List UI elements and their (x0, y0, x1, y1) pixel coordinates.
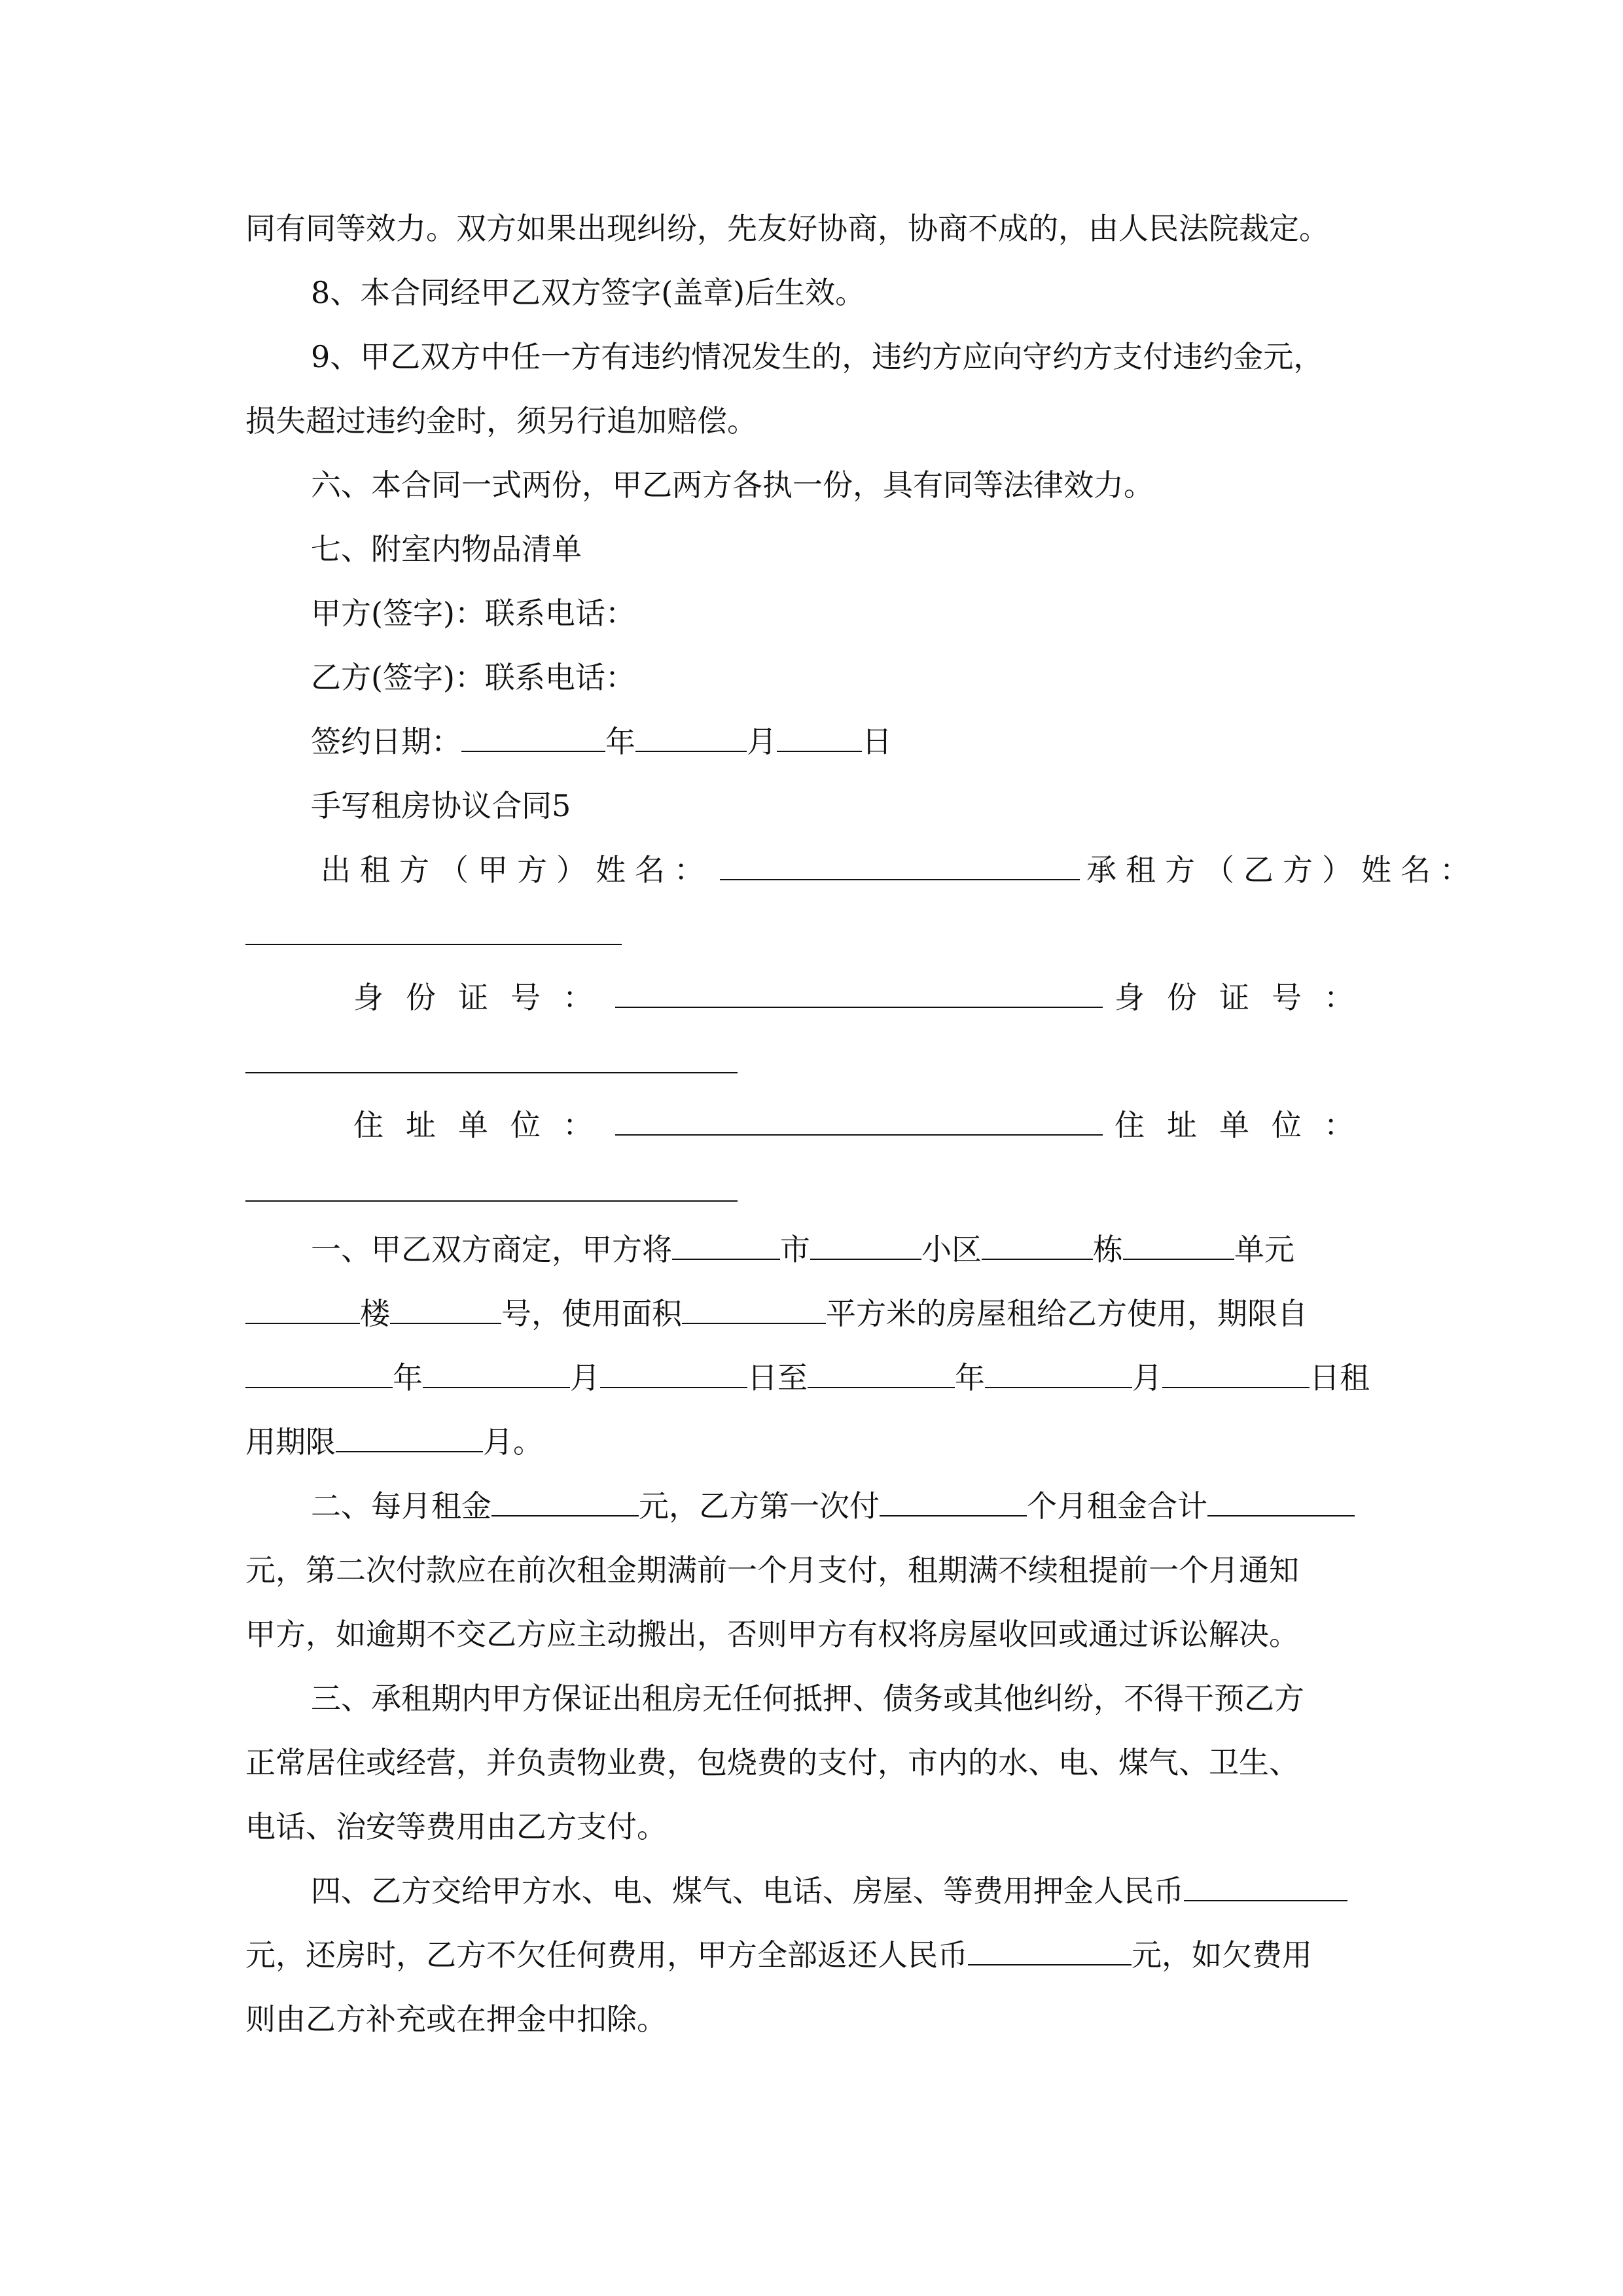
id-line (353, 965, 1376, 1030)
id-label: 身份证号： (353, 980, 615, 1015)
clause-text: 一、甲乙双方商定，甲方将 (311, 1232, 672, 1267)
blank-field (491, 1481, 639, 1516)
clause-3-line: 三、承租期内甲方保证出租房无任何抵押、债务或其他纠纷，不得干预乙方 (311, 1681, 1304, 1716)
day-label: 日 (862, 724, 892, 759)
blank-field (1184, 1866, 1347, 1901)
id-label: 身份证号： (1115, 980, 1376, 1015)
clause-3-line: 正常居住或经营，并负责物业费，包烧费的支付，市内的水、电、煤气、卫生、 (245, 1745, 1299, 1780)
clause-text: 年 (393, 1360, 423, 1395)
blank-field (985, 1353, 1132, 1388)
signature-line-party-b: 乙方(签字)：联系电话： (311, 660, 635, 695)
clause-text: 二、每月租金 (311, 1488, 491, 1524)
blank-field (615, 973, 1103, 1008)
blank-field (245, 1289, 360, 1324)
blank-field (245, 1200, 738, 1202)
clause-4-line: 则由乙方补充或在押金中扣除。 (245, 2001, 667, 2037)
clause-3-line: 电话、治安等费用由乙方支付。 (245, 1809, 667, 1844)
clause-text: 单元 (1234, 1232, 1294, 1267)
clause-1-line (245, 1410, 543, 1474)
text-line: 七、附室内物品清单 (311, 531, 582, 567)
blank-field (600, 1353, 747, 1388)
blank-field (1207, 1481, 1355, 1516)
clause-text: 号，使用面积 (501, 1296, 682, 1331)
clause-text: 年 (955, 1360, 985, 1395)
clause-text: 栋 (1093, 1232, 1123, 1267)
address-line (353, 1093, 1376, 1157)
blank-field (461, 717, 605, 752)
text-line: 六、本合同一式两份，甲乙两方各执一份，具有同等法律效力。 (311, 467, 1154, 503)
blank-field (672, 1225, 780, 1260)
blank-field (245, 944, 622, 945)
clause-1-line (245, 1282, 1308, 1346)
clause-1-line (311, 1217, 1294, 1282)
text-line: 损失超过违约金时，须另行追加赔偿。 (245, 403, 757, 439)
clause-text: 月 (1132, 1360, 1162, 1395)
clause-text: 个月租金合计 (1027, 1488, 1207, 1524)
year-label: 年 (605, 724, 635, 759)
blank-field (1162, 1353, 1310, 1388)
clause-text: 小区 (921, 1232, 982, 1267)
clause-text: 元，乙方第一次付 (639, 1488, 880, 1524)
address-label: 住址单位： (353, 1107, 615, 1143)
blank-field (635, 717, 747, 752)
clause-text: 月。 (483, 1424, 543, 1460)
clause-text: 元，还房时，乙方不欠任何费用，甲方全部返还人民币 (245, 1937, 968, 1973)
clause-1-line (245, 1346, 1370, 1410)
blank-field (810, 1225, 921, 1260)
month-label: 月 (747, 724, 777, 759)
text-line: 8、本合同经甲乙双方签字(盖章)后生效。 (311, 275, 866, 310)
clause-4-line (311, 1859, 1347, 1923)
clause-2-line: 甲方，如逾期不交乙方应主动搬出，否则甲方有权将房屋收回或通过诉讼解决。 (245, 1617, 1299, 1652)
clause-text: 日租 (1310, 1360, 1370, 1395)
clause-text: 月 (570, 1360, 600, 1395)
sign-date-line (311, 709, 892, 774)
text-line: 同有同等效力。双方如果出现纠纷，先友好协商，协商不成的，由人民法院裁定。 (245, 211, 1329, 246)
blank-field (777, 717, 862, 752)
clause-text: 日至 (747, 1360, 808, 1395)
blank-field (1123, 1225, 1234, 1260)
blank-field (336, 1417, 483, 1452)
blank-field (808, 1353, 955, 1388)
blank-field (245, 1072, 738, 1073)
clause-text: 楼 (360, 1296, 390, 1331)
section-title: 手写租房协议合同5 (311, 788, 571, 823)
address-label: 住址单位： (1115, 1107, 1376, 1143)
lessee-label: 承租方（乙方）姓名： (1086, 852, 1479, 888)
text-line: 9、甲乙双方中任一方有违约情况发生的，违约方应向守约方支付违约金元， (311, 339, 1324, 374)
sign-date-label: 签约日期： (311, 724, 461, 759)
blank-field (390, 1289, 501, 1324)
blank-field (245, 1353, 393, 1388)
lessor-label: 出租方（甲方）姓名： (321, 852, 713, 888)
signature-line-party-a: 甲方(签字)：联系电话： (311, 596, 635, 631)
blank-field (615, 1100, 1103, 1136)
clause-2-line: 元，第二次付款应在前次租金期满前一个月支付，租期满不续租提前一个月通知 (245, 1552, 1299, 1588)
clause-2-line (311, 1474, 1355, 1538)
blank-field (880, 1481, 1027, 1516)
parties-line (321, 838, 1479, 902)
clause-text: 平方米的房屋租给乙方使用，期限自 (826, 1296, 1308, 1331)
clause-text: 市 (780, 1232, 810, 1267)
clause-4-line (245, 1923, 1312, 1987)
clause-text: 元，如欠费用 (1132, 1937, 1312, 1973)
blank-field (423, 1353, 570, 1388)
blank-field (982, 1225, 1093, 1260)
blank-field (720, 845, 1080, 880)
blank-field (682, 1289, 826, 1324)
clause-text: 四、乙方交给甲方水、电、煤气、电话、房屋、等费用押金人民币 (311, 1873, 1184, 1909)
blank-field (968, 1930, 1132, 1965)
clause-text: 用期限 (245, 1424, 336, 1460)
